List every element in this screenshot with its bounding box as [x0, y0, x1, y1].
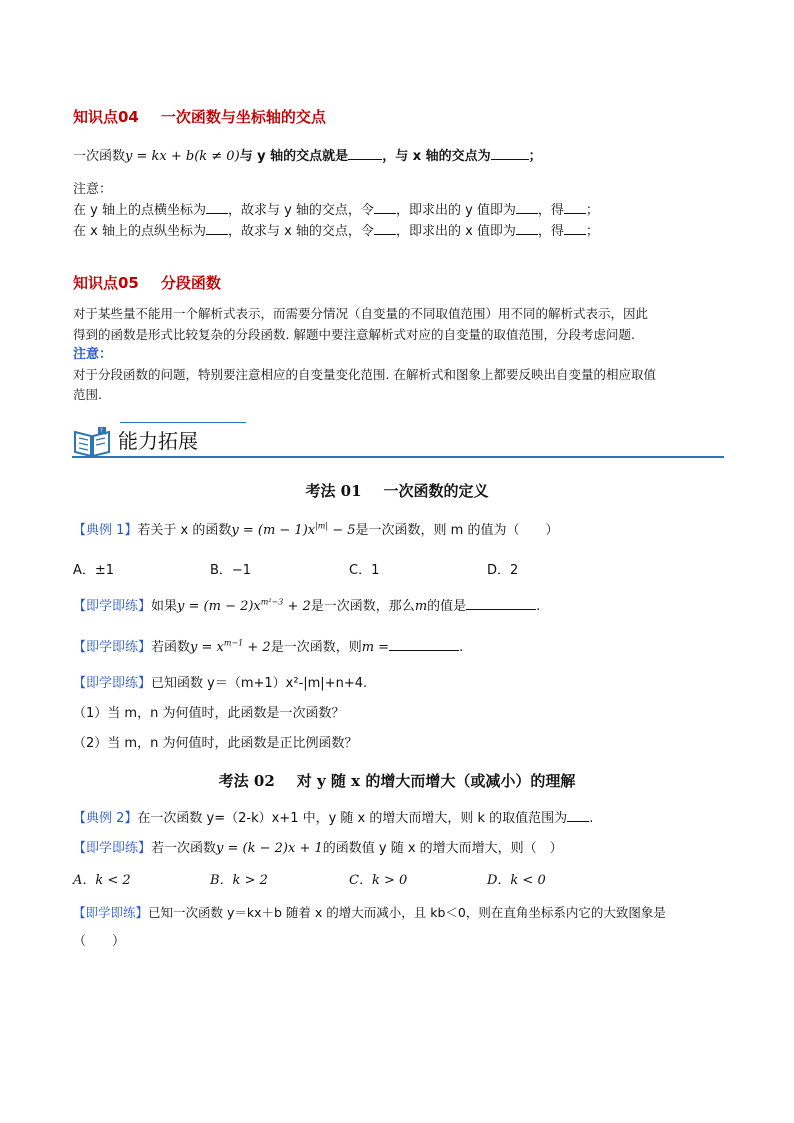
- text-fragment: .: [459, 640, 464, 655]
- example-2: [73, 808, 593, 828]
- practice-tag: 【即学即练】: [73, 599, 152, 614]
- answer-blank: [564, 221, 586, 235]
- text-fragment: .: [589, 811, 594, 826]
- banner-rule: [72, 456, 724, 458]
- section-04-title: 一次函数与坐标轴的交点: [160, 108, 326, 126]
- text-fragment: 是一次函数，则: [270, 640, 362, 655]
- text-fragment: 是一次函数，那么: [310, 599, 415, 614]
- answer-blank: [374, 221, 396, 235]
- practice-tag: 【即学即练】: [73, 676, 152, 691]
- example-1: [73, 522, 558, 540]
- answer-blank: [206, 221, 228, 235]
- open-book-icon: [72, 424, 112, 458]
- practice-tag: 【即学即练】: [73, 841, 152, 856]
- method-02-heading: [0, 770, 794, 792]
- text-fragment: ，与 x 轴的交点为: [382, 149, 491, 164]
- text-fragment: 一次函数: [73, 149, 126, 164]
- text-fragment: 若一次函数: [151, 841, 217, 856]
- option-b: B．−1: [210, 563, 252, 578]
- formula: + 2: [243, 640, 271, 655]
- practice-1: [73, 596, 540, 616]
- text-fragment: ；: [585, 224, 599, 239]
- formula: − 5: [328, 523, 356, 538]
- practice-3: [73, 675, 367, 693]
- method-02-title: 对 y 随 x 的增大而增大（或减小）的理解: [296, 772, 576, 790]
- answer-blank: [466, 596, 536, 610]
- answer-blank: [516, 221, 538, 235]
- answer-blank: [348, 146, 382, 160]
- practice-3-q2: （2）当 m，n 为何值时，此函数是正比例函数？: [73, 736, 358, 751]
- text-fragment: ，即求出的 y 值即为: [395, 203, 516, 218]
- text-fragment: 的函数值 y 随 x 的增大而增大，则（ ）: [322, 841, 563, 856]
- text-fragment: 已知函数 y＝（m+1）x²-|m|+n+4.: [151, 676, 368, 691]
- text-fragment: ；: [585, 203, 599, 218]
- method-01-number: 考法 01: [305, 482, 362, 500]
- option-d: D．2: [487, 563, 519, 578]
- practice-tag: 【即学即练】: [73, 640, 152, 655]
- text-fragment: .: [536, 599, 541, 614]
- section-05-title: 分段函数: [160, 274, 221, 292]
- practice-2: [73, 637, 463, 657]
- paragraph-line: 对于分段函数的问题，特别要注意相应的自变量变化范围. 在解析式和图象上都要反映出自变量的相应取值: [73, 367, 656, 382]
- text-fragment: ，得: [537, 203, 564, 218]
- section-04-heading: [73, 106, 326, 128]
- option-d: D．k < 0: [487, 873, 546, 888]
- method-01-heading: [0, 480, 794, 502]
- formula: + 2: [283, 599, 311, 614]
- text-fragment: 若关于 x 的函数: [137, 523, 232, 538]
- text-fragment: 若函数: [151, 640, 191, 655]
- text-fragment: 在一次函数 y=（2-k）x+1 中，y 随 x 的增大而增大，则 k 的取值范围为: [137, 811, 568, 826]
- option-a: A．±1: [73, 563, 115, 578]
- intersection-line: [73, 146, 542, 166]
- banner-title: 能力拓展: [118, 429, 198, 453]
- formula: y = (k − 2)x + 1: [216, 841, 323, 856]
- section-05-number: 知识点05: [73, 274, 139, 292]
- practice-5: [73, 904, 666, 922]
- answer-blank: [374, 200, 396, 214]
- option-c: C．1: [349, 563, 380, 578]
- text-fragment: 如果: [151, 599, 178, 614]
- formula: y = (m − 1)x: [231, 523, 316, 538]
- answer-blank: [206, 200, 228, 214]
- formula-exponent: |m|: [315, 521, 329, 531]
- practice-5-bracket: （ ）: [73, 934, 126, 949]
- example-tag: 【典例 2】: [73, 811, 138, 826]
- note-label: 注意：: [73, 182, 113, 197]
- text-fragment: 在 x 轴上的点纵坐标为: [73, 224, 206, 239]
- formula-exponent: m−1: [223, 638, 244, 648]
- text-fragment: 是一次函数，则 m 的值为（ ）: [355, 523, 559, 538]
- formula: y = x: [190, 640, 224, 655]
- text-fragment: ；: [528, 149, 542, 164]
- option-a: A．k < 2: [73, 873, 131, 888]
- note-x-axis: [73, 221, 599, 241]
- answer-blank: [567, 808, 589, 822]
- text-fragment: ，即求出的 x 值即为: [395, 224, 516, 239]
- paragraph-line: 范围.: [73, 387, 102, 402]
- paragraph-line: 得到的函数是形式比较复杂的分段函数. 解题中要注意解析式对应的自变量的取值范围，分段考虑问题.: [73, 327, 635, 342]
- practice-4: [73, 840, 563, 858]
- note-label: 注意：: [73, 347, 113, 362]
- text-fragment: ，故求与 x 轴的交点，令: [227, 224, 374, 239]
- variable: m: [414, 599, 428, 614]
- practice-3-q1: （1）当 m，n 为何值时，此函数是一次函数？: [73, 706, 345, 721]
- ability-banner: [72, 422, 724, 460]
- text-fragment: 与 y 轴的交点就是: [239, 149, 349, 164]
- section-05-heading: [73, 272, 221, 294]
- paragraph-line: 对于某些量不能用一个解析式表示，而需要分情况（自变量的不同取值范围）用不同的解析式表示，因此: [73, 306, 649, 321]
- option-c: C．k > 0: [349, 873, 408, 888]
- answer-blank: [389, 637, 459, 651]
- text-fragment: 在 y 轴上的点横坐标为: [73, 203, 206, 218]
- method-01-title: 一次函数的定义: [383, 482, 489, 500]
- answer-blank: [491, 146, 529, 160]
- method-02-number: 考法 02: [218, 772, 275, 790]
- text-fragment: 已知一次函数 y＝kx＋b 随着 x 的增大而减小，且 kb＜0，则在直角坐标系内它的大致图象是: [148, 905, 666, 920]
- formula-exponent: m²−3: [260, 597, 284, 607]
- text-fragment: ，故求与 y 轴的交点，令: [227, 203, 374, 218]
- text-fragment: ，得: [537, 224, 564, 239]
- formula: y = kx + b(k ≠ 0): [125, 149, 240, 164]
- example-tag: 【典例 1】: [73, 523, 138, 538]
- text-fragment: 的值是: [427, 599, 467, 614]
- svg-text:?: ?: [100, 428, 103, 434]
- formula: y = (m − 2)x: [177, 599, 261, 614]
- practice-tag: 【即学即练】: [73, 905, 149, 920]
- answer-blank: [564, 200, 586, 214]
- answer-blank: [516, 200, 538, 214]
- note-y-axis: [73, 200, 599, 220]
- banner-top-rule: [120, 422, 246, 423]
- section-04-number: 知识点04: [73, 108, 139, 126]
- variable: m =: [361, 640, 390, 655]
- option-b: B．k > 2: [210, 873, 268, 888]
